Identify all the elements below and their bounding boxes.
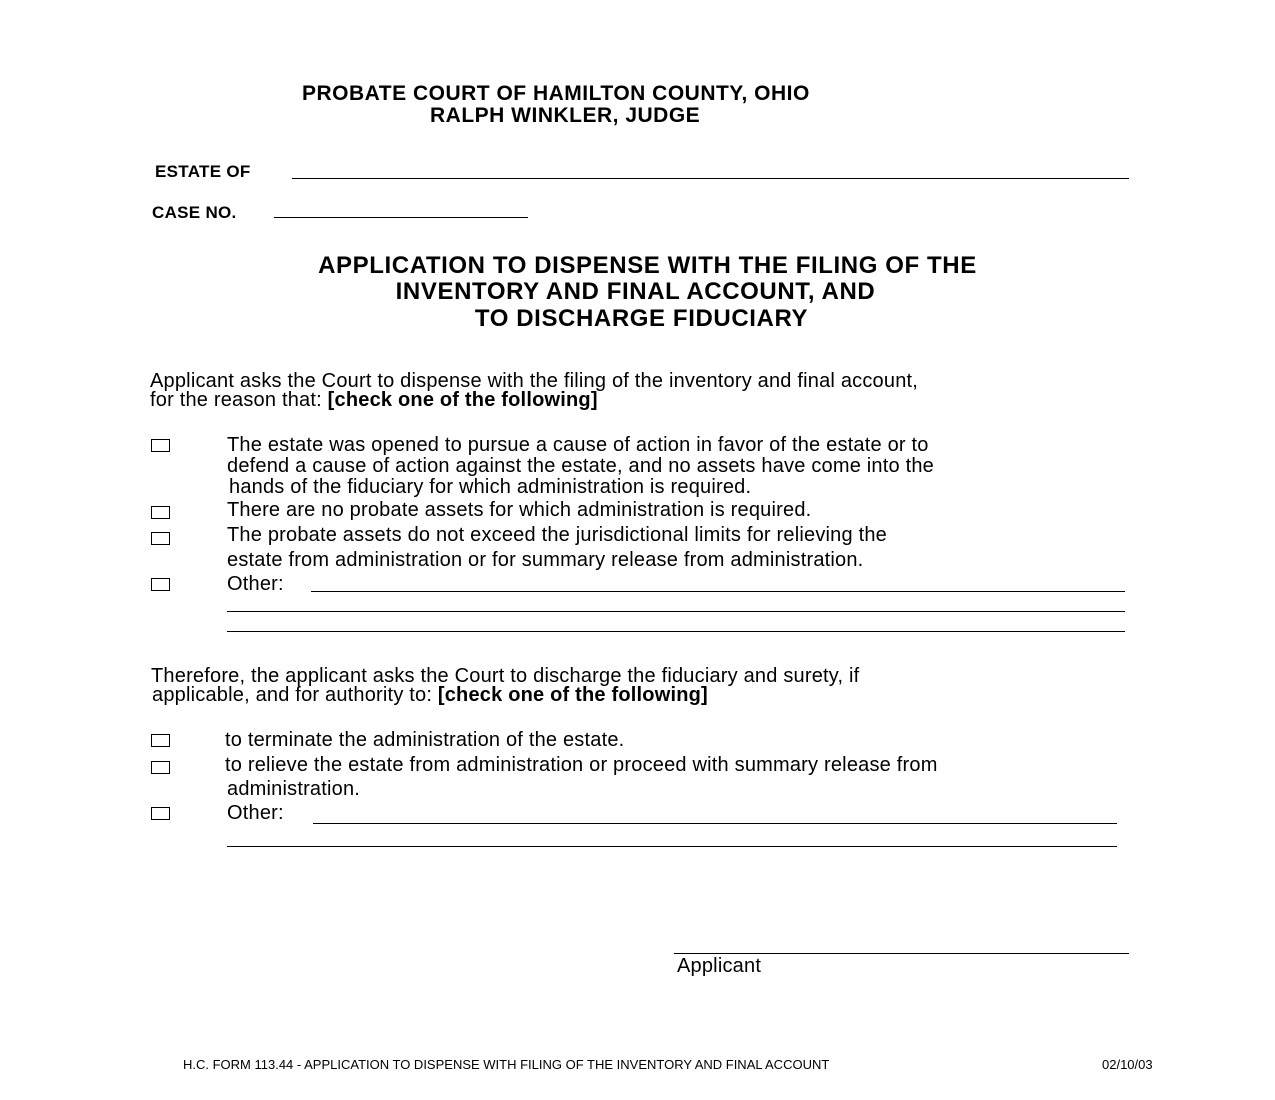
court-name: PROBATE COURT OF HAMILTON COUNTY, OHIO	[302, 82, 810, 105]
reason-2: There are no probate assets for which administration is required.	[227, 499, 812, 521]
authority-2-line-1: to relieve the estate from administration or proceed with summary release from	[225, 754, 938, 776]
reason-checkbox-other[interactable]	[151, 578, 170, 591]
reason-checkbox-1[interactable]	[151, 439, 170, 452]
section2-intro: Therefore, the applicant asks the Court to discharge the fiduciary and surety, if	[151, 665, 860, 687]
applicant-signature-field[interactable]	[674, 953, 1129, 954]
applicant-label: Applicant	[677, 955, 762, 977]
authority-other-label: Other:	[227, 802, 284, 824]
form-title-line-1: APPLICATION TO DISPENSE WITH THE FILING OF THE	[318, 252, 977, 279]
reason-3-line-2: estate from administration or for summary release from administration.	[227, 549, 864, 571]
case-no-field[interactable]	[274, 217, 528, 218]
reason-other-field-1[interactable]	[311, 591, 1125, 592]
reason-1-line-2: defend a cause of action against the estate, and no assets have come into the	[227, 455, 934, 477]
authority-checkbox-2[interactable]	[151, 761, 170, 774]
footer-form-id: H.C. FORM 113.44 - APPLICATION TO DISPENSE WITH FILING OF THE INVENTORY AND FINAL ACCOUNT	[183, 1057, 830, 1072]
section1-intro-2: for the reason that:	[150, 389, 322, 411]
authority-checkbox-other[interactable]	[151, 807, 170, 820]
form-title-line-2: INVENTORY AND FINAL ACCOUNT, AND	[395, 278, 876, 305]
reason-1-line-1: The estate was opened to pursue a cause of action in favor of the estate or to	[227, 434, 929, 456]
authority-2-line-2: administration.	[227, 778, 361, 800]
authority-1: to terminate the administration of the estate.	[225, 729, 625, 751]
authority-other-field-1[interactable]	[313, 823, 1117, 824]
estate-of-field[interactable]	[292, 178, 1129, 179]
section2-intro-2: applicable, and for authority to:	[152, 684, 433, 706]
reason-checkbox-3[interactable]	[151, 532, 170, 545]
reason-3-line-1: The probate assets do not exceed the jurisdictional limits for relieving the	[227, 524, 887, 546]
authority-other-field-2[interactable]	[227, 846, 1117, 847]
footer-date: 02/10/03	[1102, 1057, 1153, 1072]
form-title-line-3: TO DISCHARGE FIDUCIARY	[474, 305, 809, 332]
judge-name: RALPH WINKLER, JUDGE	[430, 104, 701, 127]
case-no-label: CASE NO.	[152, 203, 237, 222]
section1-instruction: [check one of the following]	[327, 389, 598, 411]
reason-other-label: Other:	[227, 573, 284, 595]
reason-other-field-3[interactable]	[227, 631, 1125, 632]
reason-1-line-3: hands of the fiduciary for which administration is required.	[229, 476, 752, 498]
reason-checkbox-2[interactable]	[151, 506, 170, 519]
reason-other-field-2[interactable]	[227, 611, 1125, 612]
estate-of-label: ESTATE OF	[155, 162, 251, 181]
section1-intro: Applicant asks the Court to dispense with the filing of the inventory and final account,	[150, 370, 919, 392]
authority-checkbox-1[interactable]	[151, 734, 170, 747]
section2-instruction: [check one of the following]	[437, 684, 708, 706]
